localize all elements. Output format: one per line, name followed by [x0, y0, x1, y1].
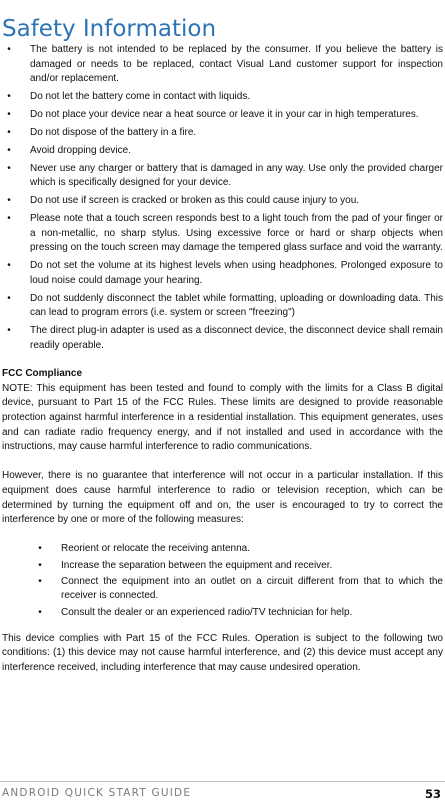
bullet-icon: •	[7, 91, 11, 103]
list-item: • Increase the separation between the equipment and receiver.	[0, 559, 445, 574]
list-item: • Do not set the volume at its highest levels when using headphones. Prolonged exposure to loud noise could damage your hearing.	[0, 259, 445, 288]
list-item: • Do not use if screen is cracked or broken as this could cause injury to you.	[0, 194, 445, 209]
list-item: • Do not let the battery come in contact with liquids.	[0, 90, 445, 105]
bullet-icon: •	[38, 606, 42, 618]
footer-label: ANDROID QUICK START GUIDE	[2, 787, 192, 799]
bullet-icon: •	[38, 575, 42, 587]
bullet-icon: •	[7, 292, 11, 304]
bullet-icon: •	[7, 126, 11, 138]
fcc-note-paragraph: NOTE: This equipment has been tested and found to comply with the limits for a Class B digital device, pursuant to Part 15 of the FCC Rules. These limits are designed to provide reasonable protection against harmful interference in a residential installation. This equipment generates, uses and can radiate radio frequency energy, and if not installed and used in accordance with the instructions, may cause harmful interference to radio communications.	[2, 382, 443, 453]
fcc-however-paragraph: However, there is no guarantee that interference will not occur in a particular installation. If this equipment does cause harmful interference to radio or television reception, which can be determined by turning the equipment off and on, the user is encouraged to try to correct the interference by one or more of the following measures:	[2, 470, 443, 526]
bullet-icon: •	[38, 559, 42, 571]
page-number: 53	[424, 787, 441, 801]
list-item: • Never use any charger or battery that is damaged in any way. Use only the provided charger which is specifically designed for your device.	[0, 162, 445, 191]
bullet-icon: •	[7, 325, 11, 337]
bullet-icon: •	[7, 144, 11, 156]
list-item: • The battery is not intended to be replaced by the consumer. If you believe the battery is damaged or needs to be replaced, contact Visual Land customer support for inspection and/or replacement.	[0, 43, 445, 87]
bullet-icon: •	[7, 162, 11, 174]
bullet-icon: •	[7, 213, 11, 225]
list-item: • Do not suddenly disconnect the tablet while formatting, uploading or downloading data. This can lead to program errors (i.e. system or screen "freezing")	[0, 292, 445, 321]
list-item: • Do not dispose of the battery in a fire.	[0, 126, 445, 141]
bullet-icon: •	[7, 195, 11, 207]
bullet-icon: •	[7, 260, 11, 272]
bullet-icon: •	[38, 543, 42, 555]
safety-bullet-list	[0, 43, 445, 353]
page-title: Safety Information	[2, 16, 217, 43]
list-item: • Connect the equipment into an outlet on a circuit different from that to which the receiver is connected.	[0, 575, 445, 604]
fcc-heading: FCC Compliance	[2, 368, 83, 380]
list-item: • Please note that a touch screen responds best to a light touch from the pad of your finger or a non-metallic, no sharp stylus. Using excessive force or hard or sharp objects when pressing on the touch screen may damage the tempered glass surface and void the warranty.	[0, 212, 445, 256]
list-item: • Reorient or relocate the receiving antenna.	[0, 542, 445, 557]
fcc-measures-list	[0, 542, 445, 620]
list-item: • The direct plug-in adapter is used as a disconnect device, the disconnect device shall remain readily operable.	[0, 324, 445, 353]
bullet-icon: •	[7, 108, 11, 120]
page-content	[0, 43, 445, 676]
fcc-closing-paragraph: This device complies with Part 15 of the FCC Rules. Operation is subject to the following two conditions: (1) this device may not cause harmful interference, and (2) this device must accept any interference received, including interference that may cause undesired operation.	[2, 632, 443, 673]
list-item: • Do not place your device near a heat source or leave it in your car in high temperatures.	[0, 108, 445, 123]
bullet-icon: •	[7, 44, 11, 55]
list-item: • Consult the dealer or an experienced radio/TV technician for help.	[0, 606, 445, 621]
footer-divider	[0, 781, 445, 782]
list-item: • Avoid dropping device.	[0, 144, 445, 159]
